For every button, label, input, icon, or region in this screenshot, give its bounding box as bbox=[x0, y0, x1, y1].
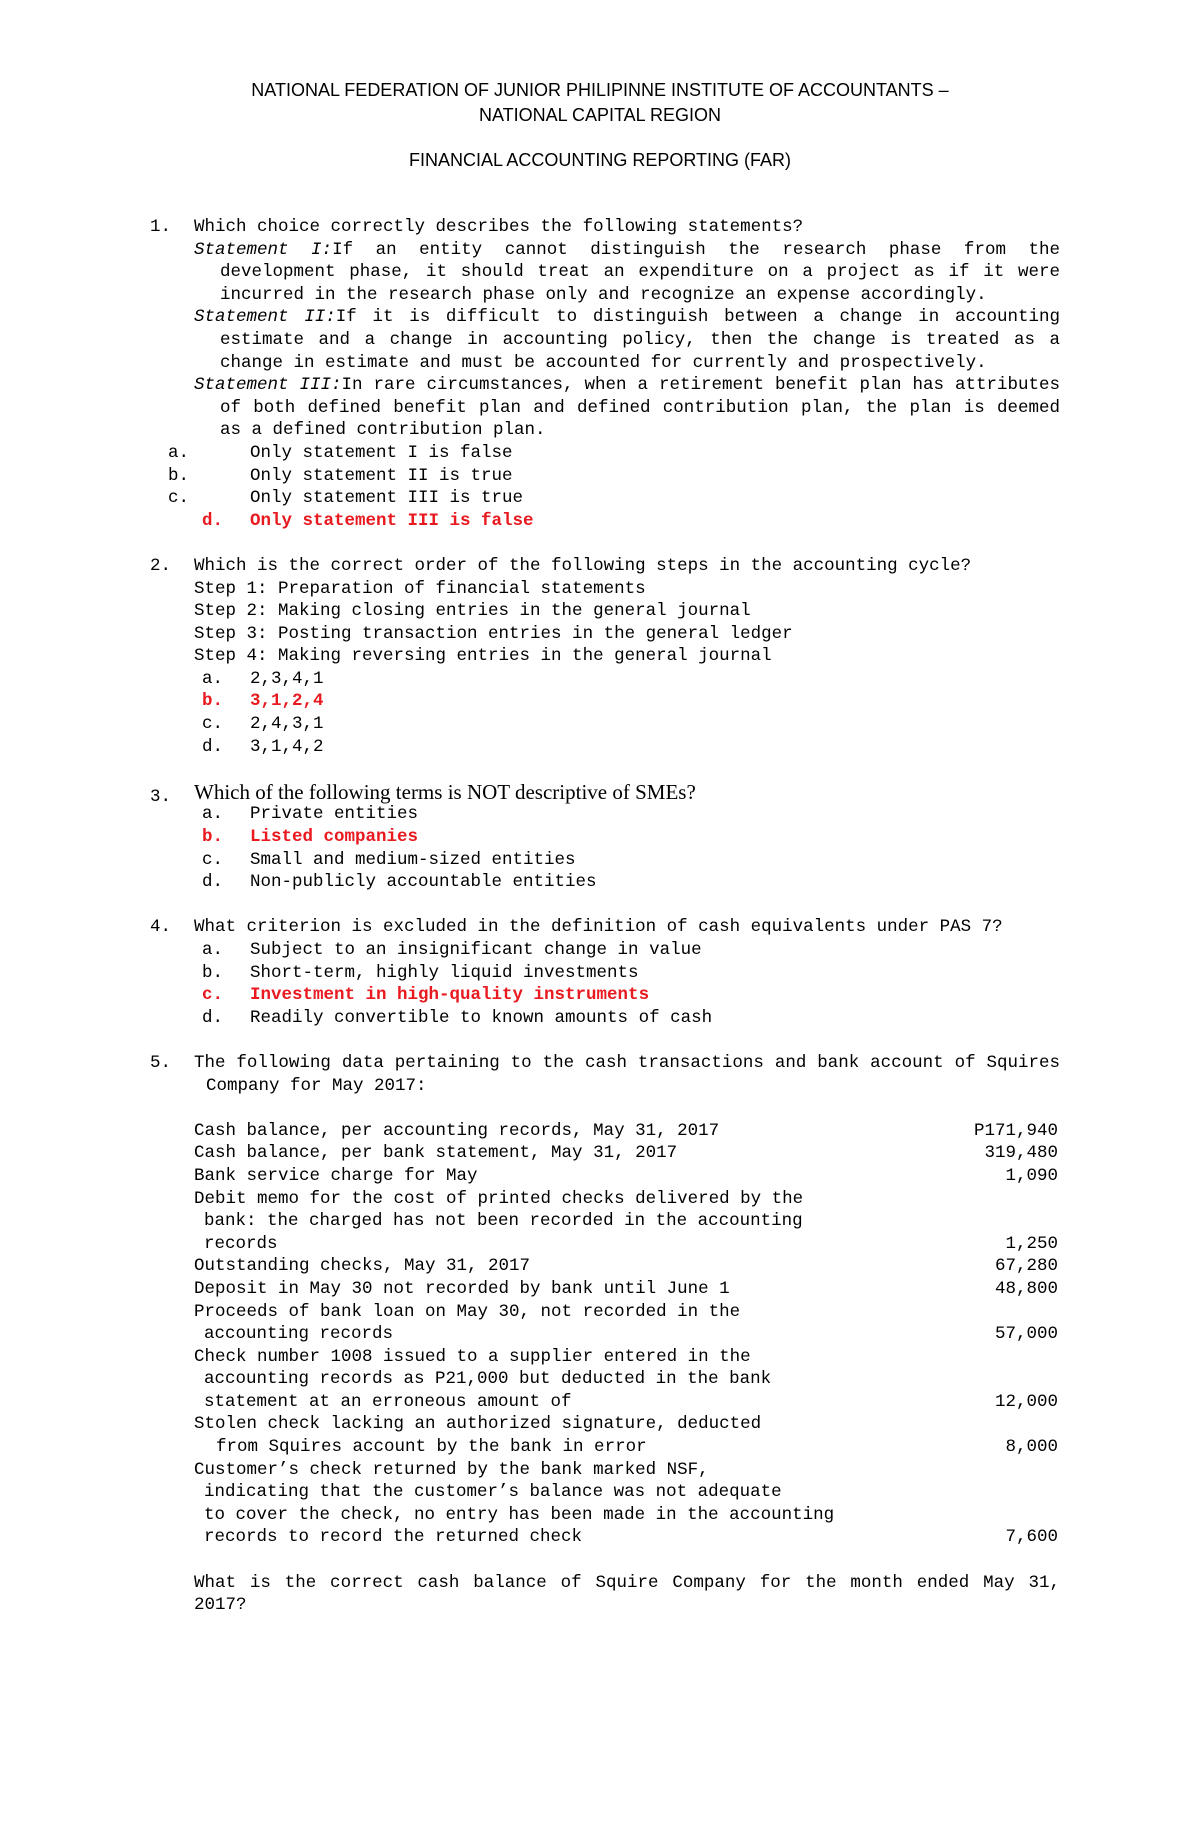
option-d bbox=[194, 1007, 1060, 1030]
option-b bbox=[168, 465, 1060, 488]
description-line: bank: the charged has not been recorded in the accounting bbox=[204, 1211, 803, 1232]
data-row-2 bbox=[194, 1142, 1060, 1165]
question-number: 1. bbox=[150, 217, 172, 237]
spacer bbox=[150, 532, 1060, 555]
row-amount: 7,600 bbox=[1005, 1527, 1058, 1548]
spacer bbox=[150, 1029, 1060, 1052]
data-row-8 bbox=[194, 1346, 1060, 1414]
spacer bbox=[194, 1549, 1060, 1572]
final-question-text: What is the correct cash balance of Squire Company for the month ended May 31, 2017? bbox=[194, 1572, 1060, 1616]
option-letter: d. bbox=[202, 1007, 224, 1028]
question-number: 3. bbox=[150, 786, 172, 807]
question-5 bbox=[150, 1052, 1060, 1617]
question-text: What criterion is excluded in the definition of cash equivalents under PAS 7? bbox=[194, 917, 1003, 938]
row-amount: 48,800 bbox=[994, 1278, 1058, 1299]
spacer bbox=[150, 894, 1060, 917]
row-amount: 67,280 bbox=[994, 1256, 1058, 1277]
row-description bbox=[194, 1142, 864, 1165]
option-text: 2,3,4,1 bbox=[250, 668, 324, 689]
option-a bbox=[194, 668, 1060, 691]
option-d-correct bbox=[194, 510, 1060, 533]
row-amount: 12,000 bbox=[994, 1391, 1058, 1412]
option-letter: a. bbox=[168, 442, 190, 463]
option-text: Small and medium-sized entities bbox=[250, 849, 576, 870]
option-letter: b. bbox=[202, 691, 224, 712]
row-amount: 57,000 bbox=[994, 1324, 1058, 1345]
option-text: Private entities bbox=[250, 804, 419, 825]
option-c bbox=[194, 849, 1060, 872]
option-letter: c. bbox=[168, 488, 190, 509]
org-title-line-1: NATIONAL FEDERATION OF JUNIOR PHILIPINNE INSTITUTE OF ACCOUNTANTS – bbox=[251, 80, 949, 100]
step-3: Step 3: Posting transaction entries in the general ledger bbox=[194, 623, 793, 644]
option-letter: d. bbox=[202, 510, 224, 531]
option-d bbox=[194, 736, 1060, 759]
data-row-3 bbox=[194, 1165, 1060, 1188]
option-letter: c. bbox=[202, 849, 224, 870]
option-text: Non-publicly accountable entities bbox=[250, 872, 597, 893]
step-4: Step 4: Making reversing entries in the general journal bbox=[194, 646, 772, 667]
data-row-1 bbox=[194, 1120, 1060, 1143]
data-row-7 bbox=[194, 1301, 1060, 1346]
option-text: Only statement III is false bbox=[250, 510, 534, 531]
spacer bbox=[194, 1097, 1060, 1120]
option-letter: b. bbox=[202, 827, 224, 848]
option-a bbox=[194, 803, 1060, 826]
question-number: 4. bbox=[150, 917, 172, 938]
row-amount: 8,000 bbox=[1005, 1437, 1058, 1458]
question-text: Which is the correct order of the following steps in the accounting cycle? bbox=[194, 555, 972, 576]
statement-text: If it is difficult to distinguish between a change in accounting estimate and a change in accounting policy, then the change is treated as a change in estimate and must be accounted for currently and prospectively. bbox=[220, 307, 1061, 373]
row-amount: 1,090 bbox=[1005, 1165, 1058, 1186]
description-line: records to record the returned check bbox=[204, 1527, 583, 1548]
option-a bbox=[168, 442, 1060, 465]
data-row-6 bbox=[194, 1278, 1060, 1301]
row-amount: P171,940 bbox=[973, 1120, 1058, 1141]
description-line: from Squires account by the bank in error bbox=[216, 1437, 647, 1458]
description-line: to cover the check, no entry has been made in the accounting bbox=[204, 1504, 835, 1525]
step-2: Step 2: Making closing entries in the general journal bbox=[194, 601, 751, 622]
description-line: accounting records bbox=[204, 1324, 394, 1345]
option-letter: c. bbox=[202, 985, 224, 1006]
row-amount: 1,250 bbox=[1005, 1233, 1058, 1254]
option-letter: d. bbox=[202, 736, 224, 757]
statement-text: In rare circumstances, when a retirement benefit plan has attributes of both defined benefit plan and defined contribution plan, the plan is deemed as a defined contribution plan. bbox=[220, 375, 1060, 441]
question-2 bbox=[150, 555, 1060, 758]
question-text: Which of the following terms is NOT descriptive of SMEs? bbox=[194, 779, 696, 804]
description-line: Stolen check lacking an authorized signature, deducted bbox=[194, 1414, 762, 1435]
option-letter: b. bbox=[202, 962, 224, 983]
option-c bbox=[194, 713, 1060, 736]
row-description bbox=[194, 1301, 864, 1346]
description-line: records bbox=[204, 1233, 278, 1254]
option-text: Only statement III is true bbox=[250, 488, 524, 509]
row-description bbox=[194, 1165, 864, 1188]
option-d bbox=[194, 871, 1060, 894]
description-line: Cash balance, per bank statement, May 31, 2017 bbox=[194, 1143, 678, 1164]
row-description bbox=[194, 1120, 864, 1143]
document-header bbox=[0, 78, 1200, 173]
statement-label: Statement III: bbox=[194, 375, 342, 396]
step-1: Step 1: Preparation of financial statements bbox=[194, 578, 646, 599]
option-text: Readily convertible to known amounts of cash bbox=[250, 1007, 713, 1028]
row-amount: 319,480 bbox=[984, 1143, 1058, 1164]
option-b-correct bbox=[194, 826, 1060, 849]
data-row-4 bbox=[194, 1188, 1060, 1256]
option-text: Investment in high-quality instruments bbox=[250, 985, 650, 1006]
data-row-10 bbox=[194, 1459, 1060, 1549]
row-description bbox=[194, 1188, 864, 1256]
question-number: 2. bbox=[150, 555, 172, 576]
option-b-correct bbox=[194, 690, 1060, 713]
question-list bbox=[150, 216, 1060, 1617]
question-4 bbox=[150, 916, 1060, 1029]
description-line: Debit memo for the cost of printed checks delivered by the bbox=[194, 1188, 804, 1209]
description-line: Check number 1008 issued to a supplier entered in the bbox=[194, 1346, 751, 1367]
statement-text: If an entity cannot distinguish the research phase from the development phase, it should treat an expenditure on a project as if it were incurred in the research phase only and recognize an expense accordingly. bbox=[220, 239, 1060, 305]
statement-1 bbox=[194, 239, 1060, 307]
description-line: accounting records as P21,000 but deducted in the bank bbox=[204, 1369, 772, 1390]
description-line: indicating that the customer’s balance was not adequate bbox=[204, 1482, 782, 1503]
question-3 bbox=[150, 781, 1060, 894]
statement-2 bbox=[194, 306, 1060, 374]
reconciliation-table bbox=[194, 1120, 1060, 1549]
description-line: Cash balance, per accounting records, May 31, 2017 bbox=[194, 1120, 720, 1141]
description-line: Customer’s check returned by the bank marked NSF, bbox=[194, 1459, 709, 1480]
option-letter: c. bbox=[202, 714, 224, 735]
statement-3 bbox=[194, 374, 1060, 442]
option-letter: a. bbox=[202, 668, 224, 689]
description-line: Proceeds of bank loan on May 30, not recorded in the bbox=[194, 1301, 741, 1322]
option-letter: a. bbox=[202, 940, 224, 960]
statement-label: Statement II: bbox=[194, 307, 336, 328]
description-line: Deposit in May 30 not recorded by bank until June 1 bbox=[194, 1278, 730, 1299]
spacer bbox=[150, 758, 1060, 781]
question-1 bbox=[150, 216, 1060, 532]
option-text: Only statement II is true bbox=[250, 465, 513, 486]
description-line: statement at an erroneous amount of bbox=[204, 1391, 572, 1412]
option-a bbox=[194, 939, 1060, 962]
row-description bbox=[194, 1255, 864, 1278]
option-text: 2,4,3,1 bbox=[250, 714, 324, 735]
description-line: Outstanding checks, May 31, 2017 bbox=[194, 1256, 531, 1277]
option-letter: b. bbox=[168, 465, 190, 486]
question-text: The following data pertaining to the cash transactions and bank account of Squires Company for May 2017: bbox=[194, 1052, 1060, 1096]
description-line: Bank service charge for May bbox=[194, 1165, 478, 1186]
subject-title: FINANCIAL ACCOUNTING REPORTING (FAR) bbox=[408, 150, 792, 170]
option-c bbox=[168, 487, 1060, 510]
statement-label: Statement I: bbox=[194, 239, 333, 260]
option-letter: a. bbox=[202, 804, 224, 825]
row-description bbox=[194, 1413, 864, 1458]
row-description bbox=[194, 1346, 864, 1414]
option-letter: d. bbox=[202, 872, 224, 893]
option-text: Listed companies bbox=[250, 827, 419, 848]
option-text: Short-term, highly liquid investments bbox=[250, 962, 639, 983]
data-row-5 bbox=[194, 1255, 1060, 1278]
option-text: 3,1,2,4 bbox=[250, 691, 324, 712]
row-description bbox=[194, 1278, 864, 1301]
option-text: Subject to an insignificant change in value bbox=[250, 940, 702, 960]
org-title-line-2: NATIONAL CAPITAL REGION bbox=[478, 105, 722, 125]
option-text: 3,1,4,2 bbox=[250, 736, 324, 757]
data-row-9 bbox=[194, 1413, 1060, 1458]
question-number: 5. bbox=[150, 1052, 172, 1073]
row-description bbox=[194, 1459, 934, 1549]
option-b bbox=[194, 962, 1060, 985]
question-text: Which choice correctly describes the following statements? bbox=[194, 217, 804, 237]
option-c-correct bbox=[194, 984, 1060, 1007]
option-text: Only statement I is false bbox=[250, 442, 513, 463]
